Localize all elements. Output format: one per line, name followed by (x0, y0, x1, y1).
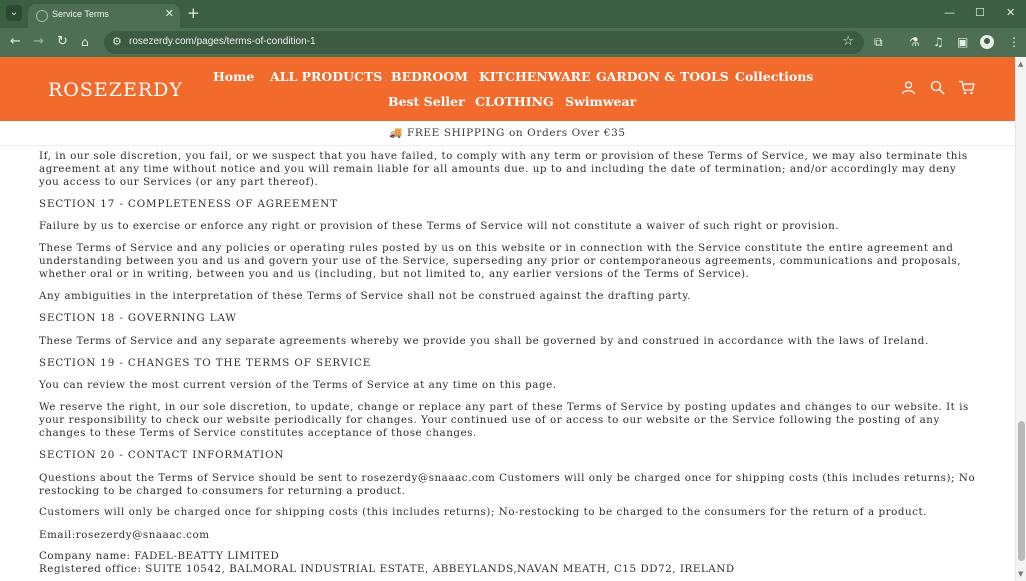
scroll-thumb[interactable] (1018, 421, 1025, 561)
reload-icon[interactable]: ↻ (57, 34, 68, 49)
menu-icon[interactable]: ⋮ (1008, 35, 1020, 49)
scroll-up-icon[interactable]: ▲ (1018, 60, 1024, 68)
sidebar-icon[interactable]: ▣ (957, 35, 969, 49)
home-icon[interactable]: ⌂ (81, 35, 89, 49)
tab-search-icon[interactable]: ⌄ (6, 5, 22, 21)
paragraph: We reserve the right, in our sole discretion, to update, change or replace any part of these Terms of Service by posting updates and changes to our website. It is your responsibility to check our website periodically for changes. Your continued use of or access to our website or the Service following the posting of any changes to these Terms of Service constitutes acceptance of those changes. (39, 401, 969, 439)
cart-icon[interactable] (958, 80, 975, 99)
browser-tab-bar (0, 0, 1026, 28)
account-icon[interactable] (901, 80, 916, 99)
url-text[interactable]: rosezerdy.com/pages/terms-of-condition-1 (129, 36, 316, 47)
email-line: Email:rosezerdy@snaaac.com (39, 529, 210, 541)
tab-title: Service Terms (52, 9, 109, 19)
address-bar[interactable] (104, 31, 864, 54)
profile-icon[interactable] (980, 35, 994, 49)
paragraph: If, in our sole discretion, you fail, or we suspect that you have failed, to comply with any term or provision of these Terms of Service, we may also terminate this agreement at any time without notice and you will remain liable for all amounts due. up to and including the date of termination; and/or accordingly may deny you access to our Services (or any part thereof). (39, 150, 968, 188)
section-heading: SECTION 17 - COMPLETENESS OF AGREEMENT (39, 198, 338, 210)
paragraph: These Terms of Service and any separate agreements whereby we provide you shall be governed by and construed in accordance with the laws of Ireland. (39, 335, 929, 347)
minimize-icon[interactable]: — (944, 6, 955, 19)
close-icon[interactable]: ✕ (164, 7, 174, 20)
nav-gardon-tools[interactable]: GARDON & TOOLS (596, 69, 729, 84)
paragraph: Customers will only be charged once for shipping costs (this includes returns); No-restocking to be charged to the consumers for the return of a product. (39, 506, 927, 518)
search-icon[interactable] (930, 80, 945, 99)
paragraph: These Terms of Service and any policies or operating rules posted by us on this website or in connection with the Service constitute the entire agreement and understanding between you and us and govern your use of the Service, superseding any prior or contemporaneous agreements, communications and proposals, whether oral or in writing, between you and us (including, but not limited to, any earlier versions of the Terms of Service). (39, 242, 962, 280)
labs-icon[interactable]: ⚗ (909, 35, 920, 49)
announcement-text: FREE SHIPPING on Orders Over €35 (407, 127, 626, 139)
nav-all-products[interactable]: ALL PRODUCTS (270, 69, 383, 84)
announcement-bar (0, 121, 1015, 146)
nav-kitchenware[interactable]: KITCHENWARE (479, 69, 591, 84)
site-header (0, 57, 1015, 121)
paragraph: Any ambiguities in the interpretation of these Terms of Service shall not be construed against the drafting party. (39, 290, 692, 302)
nav-swimwear[interactable]: Swimwear (565, 94, 637, 109)
section-heading: SECTION 18 - GOVERNING LAW (39, 312, 237, 324)
back-icon[interactable]: ← (10, 34, 21, 49)
site-info-icon[interactable]: ⚙ (112, 35, 122, 48)
company-name: Company name: FADEL-BEATTY LIMITED (39, 550, 280, 562)
section-heading: SECTION 19 - CHANGES TO THE TERMS OF SERVICE (39, 357, 372, 369)
section-heading: SECTION 20 - CONTACT INFORMATION (39, 449, 285, 461)
forward-icon[interactable]: → (33, 34, 44, 49)
scroll-down-icon[interactable]: ▼ (1018, 570, 1024, 578)
nav-clothing[interactable]: CLOTHING (475, 94, 554, 109)
nav-collections[interactable]: Collections (735, 69, 814, 84)
favicon-icon (36, 10, 48, 22)
star-icon[interactable]: ☆ (842, 34, 854, 49)
nav-best-seller[interactable]: Best Seller (388, 94, 465, 109)
paragraph: You can review the most current version of the Terms of Service at any time on this page. (39, 379, 557, 391)
registered-office: Registered office: SUITE 10542, BALMORAL INDUSTRIAL ESTATE, ABBEYLANDS,NAVAN MEATH, C15 DD72, IRELAND (39, 563, 735, 575)
close-window-icon[interactable]: ✕ (1006, 6, 1016, 19)
nav-bedroom[interactable]: BEDROOM (391, 69, 468, 84)
paragraph: Questions about the Terms of Service should be sent to rosezerdy@snaaac.com Customers will only be charged once for shipping costs (this includes returns); No restocking to be charged to consumers for returning a product. (39, 472, 976, 497)
browser-toolbar (0, 28, 1026, 57)
maximize-icon[interactable]: ☐ (975, 6, 985, 19)
media-icon[interactable]: ♫ (933, 35, 944, 49)
truck-icon: 🚚 (389, 127, 404, 139)
site-logo[interactable]: ROSEZERDY (48, 79, 183, 101)
nav-home[interactable]: Home (213, 69, 255, 84)
page-scrollbar[interactable] (1015, 57, 1026, 581)
paragraph: Failure by us to exercise or enforce any right or provision of these Terms of Service will not constitute a waiver of such right or provision. (39, 220, 840, 232)
extensions-icon[interactable]: ⧉ (874, 35, 883, 49)
plus-icon[interactable]: + (187, 4, 200, 22)
browser-tab[interactable] (28, 4, 180, 28)
